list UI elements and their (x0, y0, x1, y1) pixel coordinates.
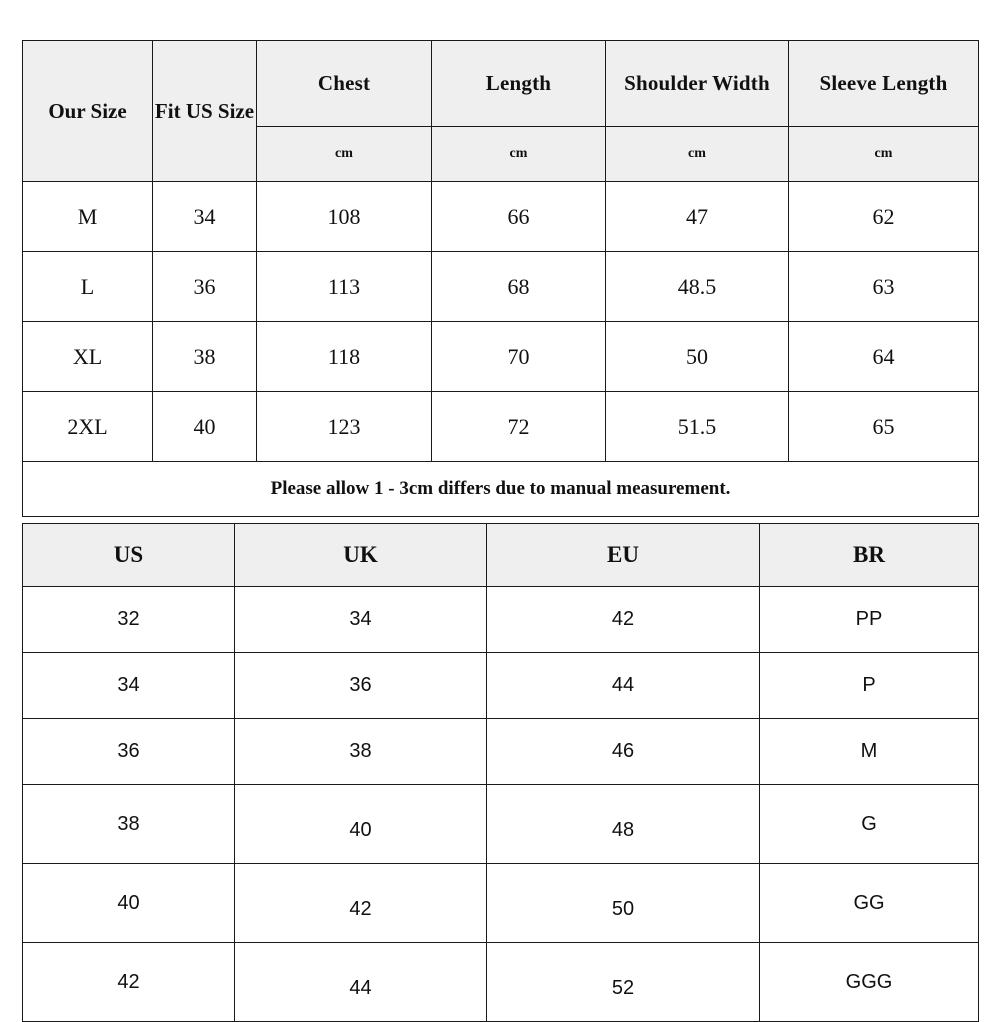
unit-length: cm (432, 127, 606, 182)
unit-shoulder-width: cm (606, 127, 789, 182)
table-row (23, 252, 979, 322)
table-row (23, 719, 979, 785)
cell-chest: 118 (257, 322, 432, 392)
cell-uk: 34 (235, 587, 487, 653)
cell-fit-us-size: 40 (153, 392, 257, 462)
cell-shoulder-width: 48.5 (606, 252, 789, 322)
cell-sleeve-length: 64 (789, 322, 979, 392)
cell-fit-us-size: 38 (153, 322, 257, 392)
table-row (23, 943, 979, 1022)
cell-uk: 38 (235, 719, 487, 785)
cell-eu: 42 (487, 587, 760, 653)
cell-us: 38 (23, 785, 235, 864)
cell-chest: 113 (257, 252, 432, 322)
cell-br: PP (760, 587, 979, 653)
cell-eu: 46 (487, 719, 760, 785)
unit-chest: cm (257, 127, 432, 182)
cell-eu: 44 (487, 653, 760, 719)
cell-br: GG (760, 864, 979, 943)
header-length: Length (432, 41, 606, 127)
cell-our-size: M (23, 182, 153, 252)
cell-length: 66 (432, 182, 606, 252)
size-conversion-table (22, 523, 979, 1022)
unit-sleeve-length: cm (789, 127, 979, 182)
cell-shoulder-width: 51.5 (606, 392, 789, 462)
table-row (23, 322, 979, 392)
cell-fit-us-size: 36 (153, 252, 257, 322)
table-row (23, 785, 979, 864)
cell-shoulder-width: 50 (606, 322, 789, 392)
measurement-note: Please allow 1 - 3cm differs due to manual measurement. (23, 462, 979, 517)
cell-shoulder-width: 47 (606, 182, 789, 252)
cell-our-size: L (23, 252, 153, 322)
measurement-note-row (23, 462, 979, 517)
header-br: BR (760, 524, 979, 587)
cell-sleeve-length: 62 (789, 182, 979, 252)
cell-eu: 52 (487, 943, 760, 1022)
cell-sleeve-length: 65 (789, 392, 979, 462)
header-us: US (23, 524, 235, 587)
header-eu: EU (487, 524, 760, 587)
header-chest: Chest (257, 41, 432, 127)
cell-uk: 44 (235, 943, 487, 1022)
cell-uk: 40 (235, 785, 487, 864)
cell-br: GGG (760, 943, 979, 1022)
cell-us: 40 (23, 864, 235, 943)
cell-length: 68 (432, 252, 606, 322)
table-row (23, 587, 979, 653)
cell-chest: 108 (257, 182, 432, 252)
cell-length: 70 (432, 322, 606, 392)
cell-us: 36 (23, 719, 235, 785)
cell-our-size: XL (23, 322, 153, 392)
table-row (23, 182, 979, 252)
cell-sleeve-length: 63 (789, 252, 979, 322)
cell-br: G (760, 785, 979, 864)
cell-br: M (760, 719, 979, 785)
cell-eu: 48 (487, 785, 760, 864)
cell-our-size: 2XL (23, 392, 153, 462)
table-row (23, 392, 979, 462)
cell-chest: 123 (257, 392, 432, 462)
table-header-row-1 (23, 41, 979, 127)
header-uk: UK (235, 524, 487, 587)
cell-uk: 36 (235, 653, 487, 719)
size-measurement-table (22, 40, 979, 517)
cell-fit-us-size: 34 (153, 182, 257, 252)
header-sleeve-length: Sleeve Length (789, 41, 979, 127)
cell-length: 72 (432, 392, 606, 462)
header-shoulder-width: Shoulder Width (606, 41, 789, 127)
conversion-header-row (23, 524, 979, 587)
cell-us: 32 (23, 587, 235, 653)
cell-us: 34 (23, 653, 235, 719)
cell-uk: 42 (235, 864, 487, 943)
table-row (23, 653, 979, 719)
cell-us: 42 (23, 943, 235, 1022)
cell-eu: 50 (487, 864, 760, 943)
header-fit-us-size: Fit US Size (153, 41, 257, 182)
table-row (23, 864, 979, 943)
cell-br: P (760, 653, 979, 719)
header-our-size: Our Size (23, 41, 153, 182)
